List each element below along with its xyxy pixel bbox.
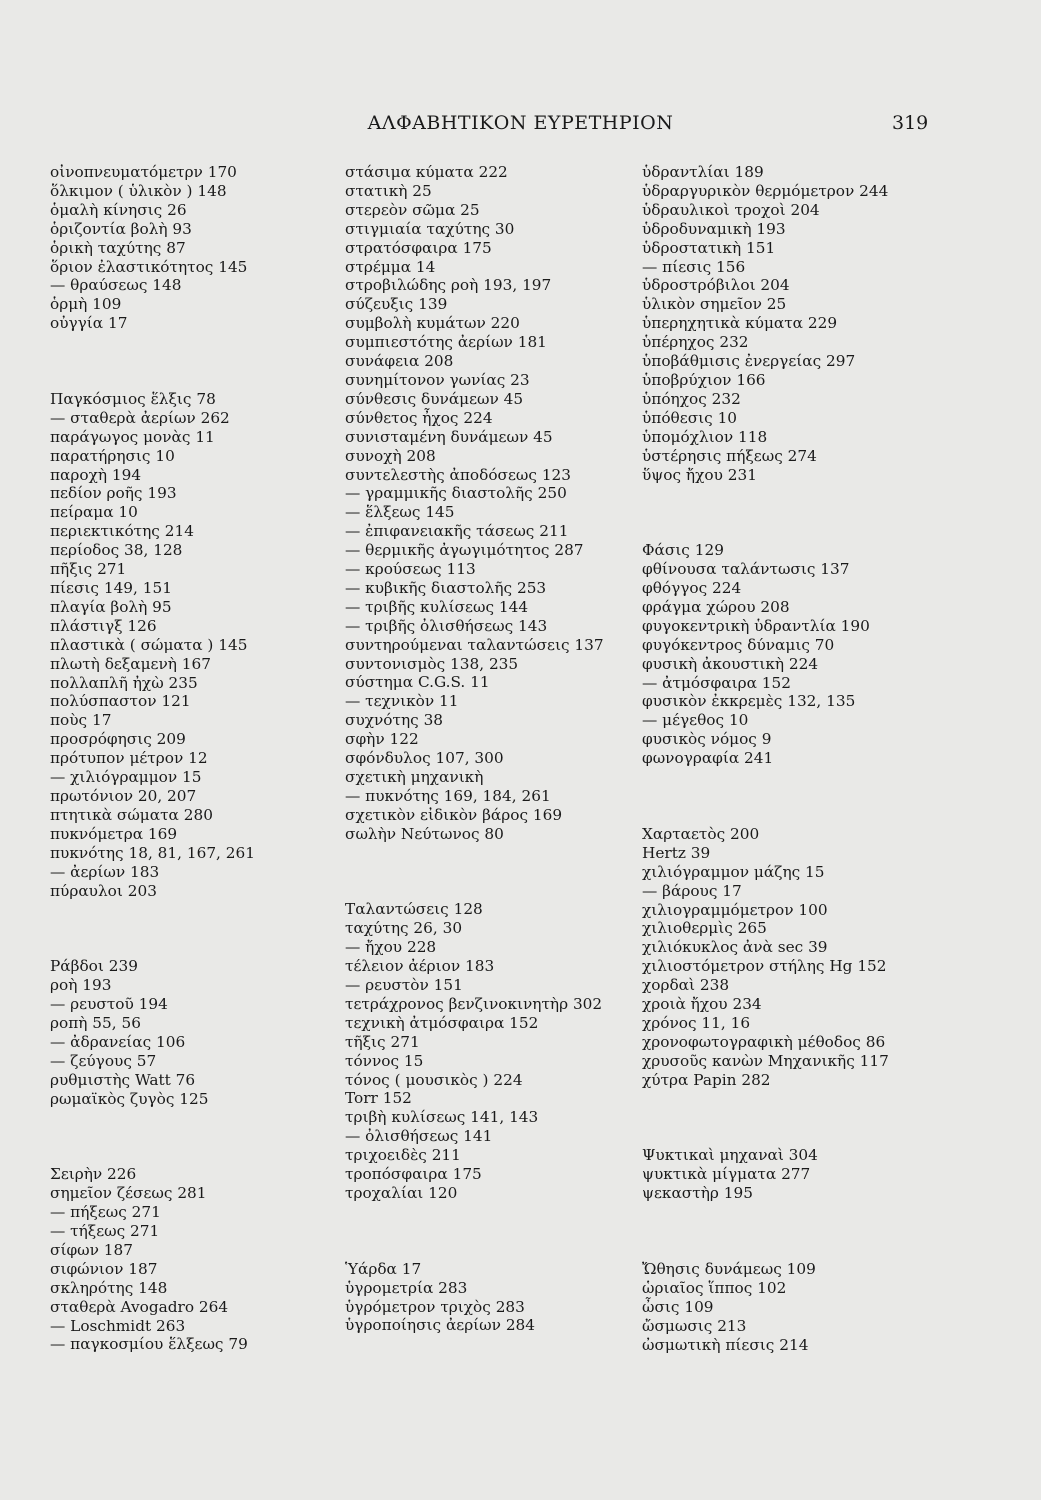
- index-entry: παρατήρησις 10: [50, 446, 175, 465]
- index-entry: — ἕλξεως 145: [345, 503, 455, 522]
- index-entry: ροὴ 193: [50, 976, 112, 995]
- index-entry: πλαγία βολὴ 95: [50, 597, 172, 616]
- index-entry: σύνθετος ἦχος 224: [345, 408, 493, 427]
- index-entry: Ὤθησις δυνάμεως 109: [642, 1259, 816, 1278]
- index-entry: πτητικὰ σώματα 280: [50, 805, 213, 824]
- index-entry: ὑπέρηχος 232: [642, 333, 749, 352]
- index-entry: ταχύτης 26, 30: [345, 919, 463, 938]
- index-entry: τῆξις 271: [345, 1032, 420, 1051]
- index-entry: ὑποβάθμισις ἐνεργείας 297: [642, 352, 856, 371]
- index-entry: στρέμμα 14: [345, 257, 436, 276]
- index-entry: σύζευξις 139: [345, 295, 448, 314]
- page-number: 319: [892, 112, 929, 134]
- index-entry: ὑγρομετρία 283: [345, 1278, 468, 1297]
- index-entry: ὦσις 109: [642, 1297, 714, 1316]
- index-entry: οἰνοπνευματόμετρν 170: [50, 163, 237, 181]
- index-entry: φυσικὸν ἐκκρεμὲς 132, 135: [642, 692, 856, 711]
- index-entry: — ρευστοῦ 194: [50, 995, 168, 1014]
- index-entry: Hertz 39: [642, 843, 711, 862]
- index-entry: ὑπερηχητικὰ κύματα 229: [642, 314, 838, 333]
- index-entry: ὕψος ἤχου 231: [642, 465, 757, 484]
- index-entry: πολύσπαστον 121: [50, 692, 191, 711]
- index-entry: στιγμιαία ταχύτης 30: [345, 219, 515, 238]
- index-entry: πυκνότης 18, 81, 167, 261: [50, 843, 255, 862]
- index-entry: πείραμα 10: [50, 503, 138, 522]
- index-entry: — τριβῆς κυλίσεως 144: [345, 597, 529, 616]
- index-entry: τεχνικὴ ἀτμόσφαιρα 152: [345, 1013, 539, 1032]
- index-entry: σιφώνιον 187: [50, 1259, 158, 1278]
- group-divider: [642, 1203, 934, 1260]
- index-entry: — χιλιόγραμμον 15: [50, 768, 202, 787]
- index-entry: ψεκαστὴρ 195: [642, 1184, 753, 1203]
- index-entry: — πίεσις 156: [642, 257, 746, 276]
- index-entry: — κρούσεως 113: [345, 560, 476, 579]
- index-entry: ὑδραργυρικὸν θερμόμετρον 244: [642, 181, 889, 200]
- index-entry: Παγκόσμιος ἕλξις 78: [50, 389, 216, 408]
- index-entry: φθίνουσα ταλάντωσις 137: [642, 560, 850, 579]
- index-entry: τετράχρονος βενζινοκινητὴρ 302: [345, 994, 603, 1013]
- index-letter-group: [50, 1165, 330, 1354]
- index-column-2: [345, 163, 635, 1335]
- index-entry: — τριβῆς ὀλισθήσεως 143: [345, 616, 548, 635]
- index-entry: Ταλαντώσεις 128: [345, 900, 483, 919]
- index-entry: ροπὴ 55, 56: [50, 1013, 141, 1032]
- index-entry: χιλιόκυκλος ἀνὰ sec 39: [642, 938, 828, 957]
- index-entry: συνοχὴ 208: [345, 446, 436, 465]
- index-entry: σημεῖον ζέσεως 281: [50, 1184, 207, 1203]
- index-entry: σφὴν 122: [345, 730, 419, 749]
- index-entry: ὁριζοντία βολὴ 93: [50, 219, 192, 238]
- index-letter-group: [50, 163, 330, 333]
- index-entry: Φάσις 129: [642, 541, 724, 560]
- index-entry: ὑπόθεσις 10: [642, 408, 738, 427]
- index-entry: χιλιοθερμὶς 265: [642, 919, 767, 938]
- index-entry: τριχοειδὲς 211: [345, 1146, 461, 1165]
- index-entry: συμβολὴ κυμάτων 220: [345, 314, 520, 333]
- index-entry: — πυκνότης 169, 184, 261: [345, 786, 551, 805]
- index-entry: χρόνος 11, 16: [642, 1013, 751, 1032]
- index-entry: φυσικὸς νόμος 9: [642, 730, 772, 749]
- group-divider: [642, 1090, 934, 1147]
- index-entry: — ὀλισθήσεως 141: [345, 1127, 493, 1146]
- index-entry: φυγόκεντρος δύναμις 70: [642, 635, 835, 654]
- index-entry: συντονισμὸς 138, 235: [345, 654, 519, 673]
- index-entry: συχνότης 38: [345, 711, 444, 730]
- index-entry: ὑπόηχος 232: [642, 389, 741, 408]
- index-entry: τόνος ( μουσικὸς ) 224: [345, 1070, 523, 1089]
- group-divider: [50, 900, 330, 957]
- index-entry: ὅριον ἐλαστικότητος 145: [50, 257, 248, 276]
- index-entry: ρυθμιστὴς Watt 76: [50, 1070, 196, 1089]
- group-divider: [642, 484, 934, 541]
- index-entry: στερεὸν σῶμα 25: [345, 200, 480, 219]
- index-entry: πρωτόνιον 20, 207: [50, 786, 197, 805]
- index-letter-group: [50, 390, 330, 900]
- page-title: ΑΛΦΑΒΗΤΙΚΟΝ ΕΥΡΕΤΗΡΙΟΝ: [367, 112, 674, 134]
- index-entry: χροιὰ ἤχου 234: [642, 995, 762, 1014]
- group-divider: [345, 844, 635, 901]
- index-entry: ὠσμωτικὴ πίεσις 214: [642, 1335, 809, 1354]
- index-entry: συντηρούμεναι ταλαντώσεις 137: [345, 635, 604, 654]
- index-entry: σταθερὰ Avogadro 264: [50, 1297, 229, 1316]
- index-entry: χιλιοστόμετρον στήλης Hg 152: [642, 957, 887, 976]
- index-entry: στρατόσφαιρα 175: [345, 238, 492, 257]
- index-column-3: [642, 163, 934, 1354]
- index-entry: Torr 152: [345, 1089, 412, 1108]
- index-entry: — θραύσεως 148: [50, 276, 182, 295]
- index-entry: — παγκοσμίου ἕλξεως 79: [50, 1335, 248, 1354]
- index-entry: τόννος 15: [345, 1051, 424, 1070]
- index-entry: περιεκτικότης 214: [50, 522, 194, 541]
- index-entry: — ἤχου 228: [345, 938, 437, 957]
- index-entry: τροπόσφαιρα 175: [345, 1165, 482, 1184]
- index-entry: — ἀερίων 183: [50, 862, 160, 881]
- index-entry: πῆξις 271: [50, 560, 127, 579]
- index-entry: οὐγγία 17: [50, 314, 128, 333]
- index-entry: ὑγροποίησις ἀερίων 284: [345, 1316, 536, 1335]
- index-entry: περίοδος 38, 128: [50, 541, 183, 560]
- index-entry: ὡριαῖος ἵππος 102: [642, 1278, 787, 1297]
- index-entry: σίφων 187: [50, 1240, 133, 1259]
- index-entry: χιλιογραμμόμετρον 100: [642, 900, 828, 919]
- index-entry: — τεχνικὸν 11: [345, 692, 459, 711]
- group-divider: [345, 1203, 635, 1260]
- index-entry: Ὑάρδα 17: [345, 1259, 422, 1278]
- index-letter-group: [642, 825, 934, 1090]
- index-entry: σύστημα C.G.S. 11: [345, 673, 490, 692]
- index-entry: τροχαλίαι 120: [345, 1184, 458, 1203]
- index-entry: φυγοκεντρικὴ ὑδραντλία 190: [642, 616, 870, 635]
- index-entry: — ζεύγους 57: [50, 1051, 157, 1070]
- index-entry: σχετικὸν εἰδικὸν βάρος 169: [345, 805, 563, 824]
- index-entry: — ἐπιφανειακῆς τάσεως 211: [345, 522, 569, 541]
- index-entry: ὁρικὴ ταχύτης 87: [50, 238, 186, 257]
- index-entry: ποὺς 17: [50, 711, 112, 730]
- index-entry: ψυκτικὰ μίγματα 277: [642, 1165, 811, 1184]
- index-entry: σύνθεσις δυνάμεων 45: [345, 389, 524, 408]
- index-entry: πρότυπον μέτρον 12: [50, 749, 208, 768]
- index-letter-group: [642, 1260, 934, 1355]
- group-divider: [642, 768, 934, 825]
- index-entry: ὤσμωσις 213: [642, 1316, 747, 1335]
- index-entry: συνισταμένη δυνάμεων 45: [345, 427, 553, 446]
- index-entry: συμπιεστότης ἀερίων 181: [345, 333, 547, 352]
- index-entry: χιλιόγραμμον μάζης 15: [642, 862, 825, 881]
- index-entry: φράγμα χώρου 208: [642, 597, 790, 616]
- index-entry: ὑγρόμετρον τριχὸς 283: [345, 1297, 525, 1316]
- index-entry: χρυσοῦς κανὼν Μηχανικῆς 117: [642, 1051, 889, 1070]
- index-entry: χορδαὶ 238: [642, 976, 730, 995]
- index-entry: — γραμμικῆς διαστολῆς 250: [345, 484, 567, 503]
- index-entry: παροχὴ 194: [50, 465, 142, 484]
- index-entry: πίεσις 149, 151: [50, 579, 172, 598]
- index-entry: Ψυκτικαὶ μηχαναὶ 304: [642, 1146, 818, 1165]
- index-entry: σκληρότης 148: [50, 1278, 168, 1297]
- index-entry: ὑποβρύχιον 166: [642, 370, 766, 389]
- index-entry: στάσιμα κύματα 222: [345, 163, 508, 181]
- index-letter-group: [642, 163, 934, 484]
- index-entry: — σταθερὰ ἀερίων 262: [50, 408, 230, 427]
- index-letter-group: [642, 1146, 934, 1203]
- index-entry: ὅλκιμον ( ὑλικὸν ) 148: [50, 181, 227, 200]
- index-entry: — βάρους 17: [642, 881, 742, 900]
- index-entry: ὑδραυλικοὶ τροχοὶ 204: [642, 200, 820, 219]
- index-entry: — θερμικῆς ἀγωγιμότητος 287: [345, 541, 584, 560]
- index-entry: Χαρταετὸς 200: [642, 824, 760, 843]
- index-entry: — κυβικῆς διαστολῆς 253: [345, 578, 547, 597]
- index-entry: ρωμαϊκὸς ζυγὸς 125: [50, 1089, 209, 1108]
- index-entry: ὑδροστρόβιλοι 204: [642, 276, 790, 295]
- index-column-1: [50, 163, 330, 1354]
- index-entry: παράγωγος μονὰς 11: [50, 427, 215, 446]
- index-entry: φθόγγος 224: [642, 579, 742, 598]
- index-entry: ὑδροδυναμικὴ 193: [642, 219, 786, 238]
- index-entry: Σειρὴν 226: [50, 1165, 137, 1184]
- index-entry: ὁμαλὴ κίνησις 26: [50, 200, 187, 219]
- index-entry: — πήξεως 271: [50, 1203, 161, 1222]
- group-divider: [50, 1108, 330, 1165]
- index-entry: ὑστέρησις πήξεως 274: [642, 446, 817, 465]
- index-entry: σωλὴν Νεύτωνος 80: [345, 824, 504, 843]
- index-entry: πλωτὴ δεξαμενὴ 167: [50, 654, 211, 673]
- index-letter-group: [345, 1260, 635, 1336]
- group-divider: [50, 333, 330, 390]
- index-entry: πλάστιγξ 126: [50, 616, 157, 635]
- index-entry: συνημίτονον γωνίας 23: [345, 370, 530, 389]
- index-entry: πεδίον ροῆς 193: [50, 484, 177, 503]
- index-entry: Ράβδοι 239: [50, 957, 138, 976]
- index-entry: — Loschmidt 263: [50, 1316, 186, 1335]
- index-entry: πλαστικὰ ( σώματα ) 145: [50, 635, 248, 654]
- index-entry: σχετικὴ μηχανικὴ: [345, 768, 484, 786]
- index-entry: ὑδραντλίαι 189: [642, 163, 764, 181]
- index-entry: τέλειον ἀέριον 183: [345, 957, 495, 976]
- index-letter-group: [345, 163, 635, 844]
- index-entry: — ἀτμόσφαιρα 152: [642, 673, 791, 692]
- index-entry: στροβιλώδης ροὴ 193, 197: [345, 276, 552, 295]
- index-entry: χύτρα Papin 282: [642, 1070, 771, 1089]
- index-entry: τριβὴ κυλίσεως 141, 143: [345, 1108, 539, 1127]
- index-entry: συνάφεια 208: [345, 352, 454, 371]
- index-entry: — τήξεως 271: [50, 1221, 160, 1240]
- index-entry: ὑδροστατικὴ 151: [642, 238, 776, 257]
- index-entry: στατικὴ 25: [345, 181, 432, 200]
- index-entry: συντελεστὴς ἀποδόσεως 123: [345, 465, 572, 484]
- index-entry: σφόνδυλος 107, 300: [345, 749, 504, 768]
- index-entry: ὑπομόχλιον 118: [642, 427, 768, 446]
- index-entry: — ρευστὸν 151: [345, 976, 463, 995]
- index-entry: ὁρμὴ 109: [50, 295, 122, 314]
- index-entry: ὑλικὸν σημεῖον 25: [642, 295, 787, 314]
- index-entry: — μέγεθος 10: [642, 711, 749, 730]
- index-entry: πυκνόμετρα 169: [50, 824, 178, 843]
- index-entry: φωνογραφία 241: [642, 749, 774, 768]
- index-entry: πύραυλοι 203: [50, 881, 157, 900]
- index-entry: πολλαπλῆ ἠχὼ 235: [50, 673, 198, 692]
- index-entry: προσρόφησις 209: [50, 730, 186, 749]
- index-letter-group: [642, 541, 934, 768]
- index-entry: — ἀδρανείας 106: [50, 1032, 186, 1051]
- index-entry: φυσικὴ ἀκουστικὴ 224: [642, 654, 819, 673]
- index-letter-group: [345, 900, 635, 1203]
- index-entry: χρονοφωτογραφικὴ μέθοδος 86: [642, 1032, 886, 1051]
- index-letter-group: [50, 957, 330, 1108]
